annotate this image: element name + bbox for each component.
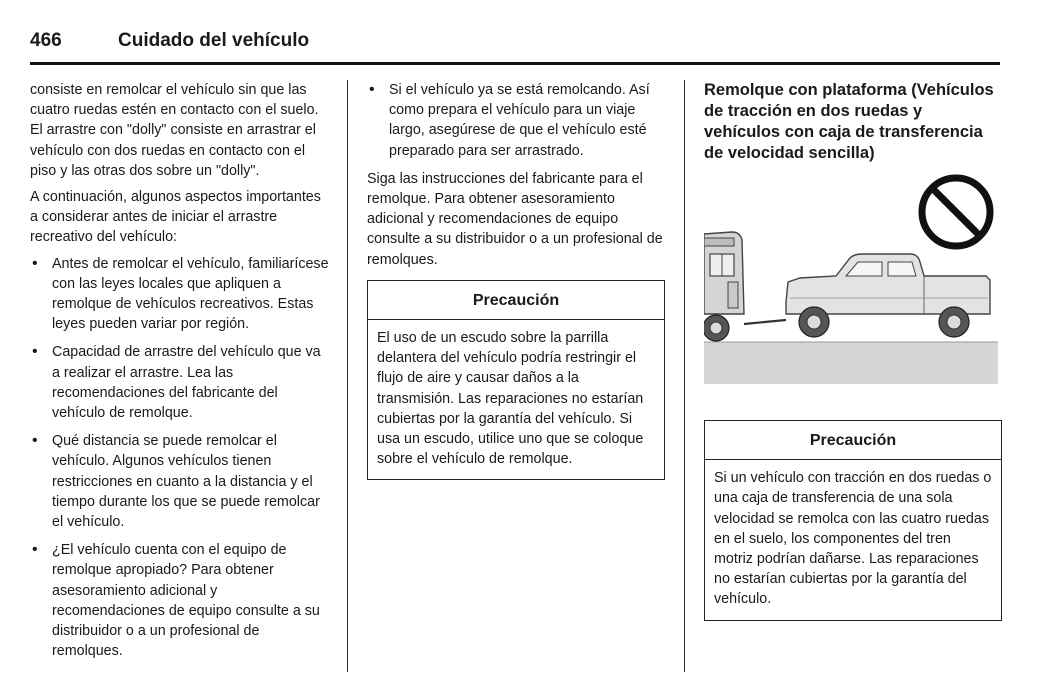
page-number: 466	[30, 30, 62, 51]
column-right	[704, 80, 1002, 621]
list-item: • ¿El vehículo cuenta con el equipo de remolque apropiado? Para obtener asesoramiento adicional y recomendaciones de equipo consulte a su distribuidor o a un profesional de remolques.	[30, 540, 330, 661]
list-item: • Si el vehículo ya se está remolcando. Así como prepara el vehículo para un viaje largo, asegúrese de que el vehículo esté preparado para ser arrastrado.	[367, 80, 665, 161]
list-item: • Qué distancia se puede remolcar el vehículo. Algunos vehículos tienen restricciones en cuanto a la distancia y el tiempo durante los que se puede remolcar el vehículo.	[30, 431, 330, 532]
caution-title: Precaución	[705, 421, 1001, 460]
column-divider	[347, 80, 348, 672]
section-title: Cuidado del vehículo	[118, 30, 310, 51]
list-item: • Capacidad de arrastre del vehículo que va a realizar el arrastre. Lea las recomendaciones del fabricante del vehículo de remolque.	[30, 342, 330, 423]
page-header	[30, 30, 1000, 65]
caution-box	[367, 280, 665, 481]
column-divider	[684, 80, 685, 672]
intro-paragraph: consiste en remolcar el vehículo sin que las cuatro ruedas estén en contacto con el suelo. El arrastre con "dolly" consiste en arrastrar el vehículo con dos ruedas en contacto con el piso y las otras dos sobre un "dolly".	[30, 82, 319, 179]
lead-paragraph: A continuación, algunos aspectos importantes a considerar antes de iniciar el arrastre recreativo del vehículo:	[30, 189, 321, 246]
considerations-list	[30, 254, 330, 662]
caution-text: Si un vehículo con tracción en dos ruedas o una caja de transferencia de una sola velocidad se remolca con las cuatro ruedas en el suelo, los componentes del tren motriz podrían dañarse. Las reparaciones no estarían cubiertas por la garantía del vehículo.	[714, 470, 992, 608]
caution-text: El uso de un escudo sobre la parrilla delantera del vehículo podría restringir el flujo de aire y causar daños a la transmisión. Las reparaciones no estarían cubiertas por la garantía del vehículo. Si usa un escudo, utilice uno que se coloque sobre el vehículo de remolque.	[377, 330, 644, 468]
instructions-paragraph: Siga las instrucciones del fabricante para el remolque. Para obtener asesoramiento adicional y recomendaciones de equipo consulte a su distribuidor o a un profesional de remolques.	[367, 170, 663, 268]
flatbed-towing-heading: Remolque con plataforma (Vehículos de tracción en dos ruedas y vehículos con caja de transferencia de velocidad sencilla)	[704, 81, 994, 162]
column-middle	[367, 80, 665, 480]
caution-title: Precaución	[368, 281, 664, 320]
preparation-list	[367, 80, 665, 161]
towing-diagram	[704, 174, 998, 404]
list-item: • Antes de remolcar el vehículo, familiarícese con las leyes locales que apliquen a remolque de vehículos recreativos. Estas leyes pueden variar por región.	[30, 254, 330, 335]
column-left	[30, 80, 330, 669]
no-towing-illustration	[704, 174, 998, 404]
caution-box	[704, 420, 1002, 621]
